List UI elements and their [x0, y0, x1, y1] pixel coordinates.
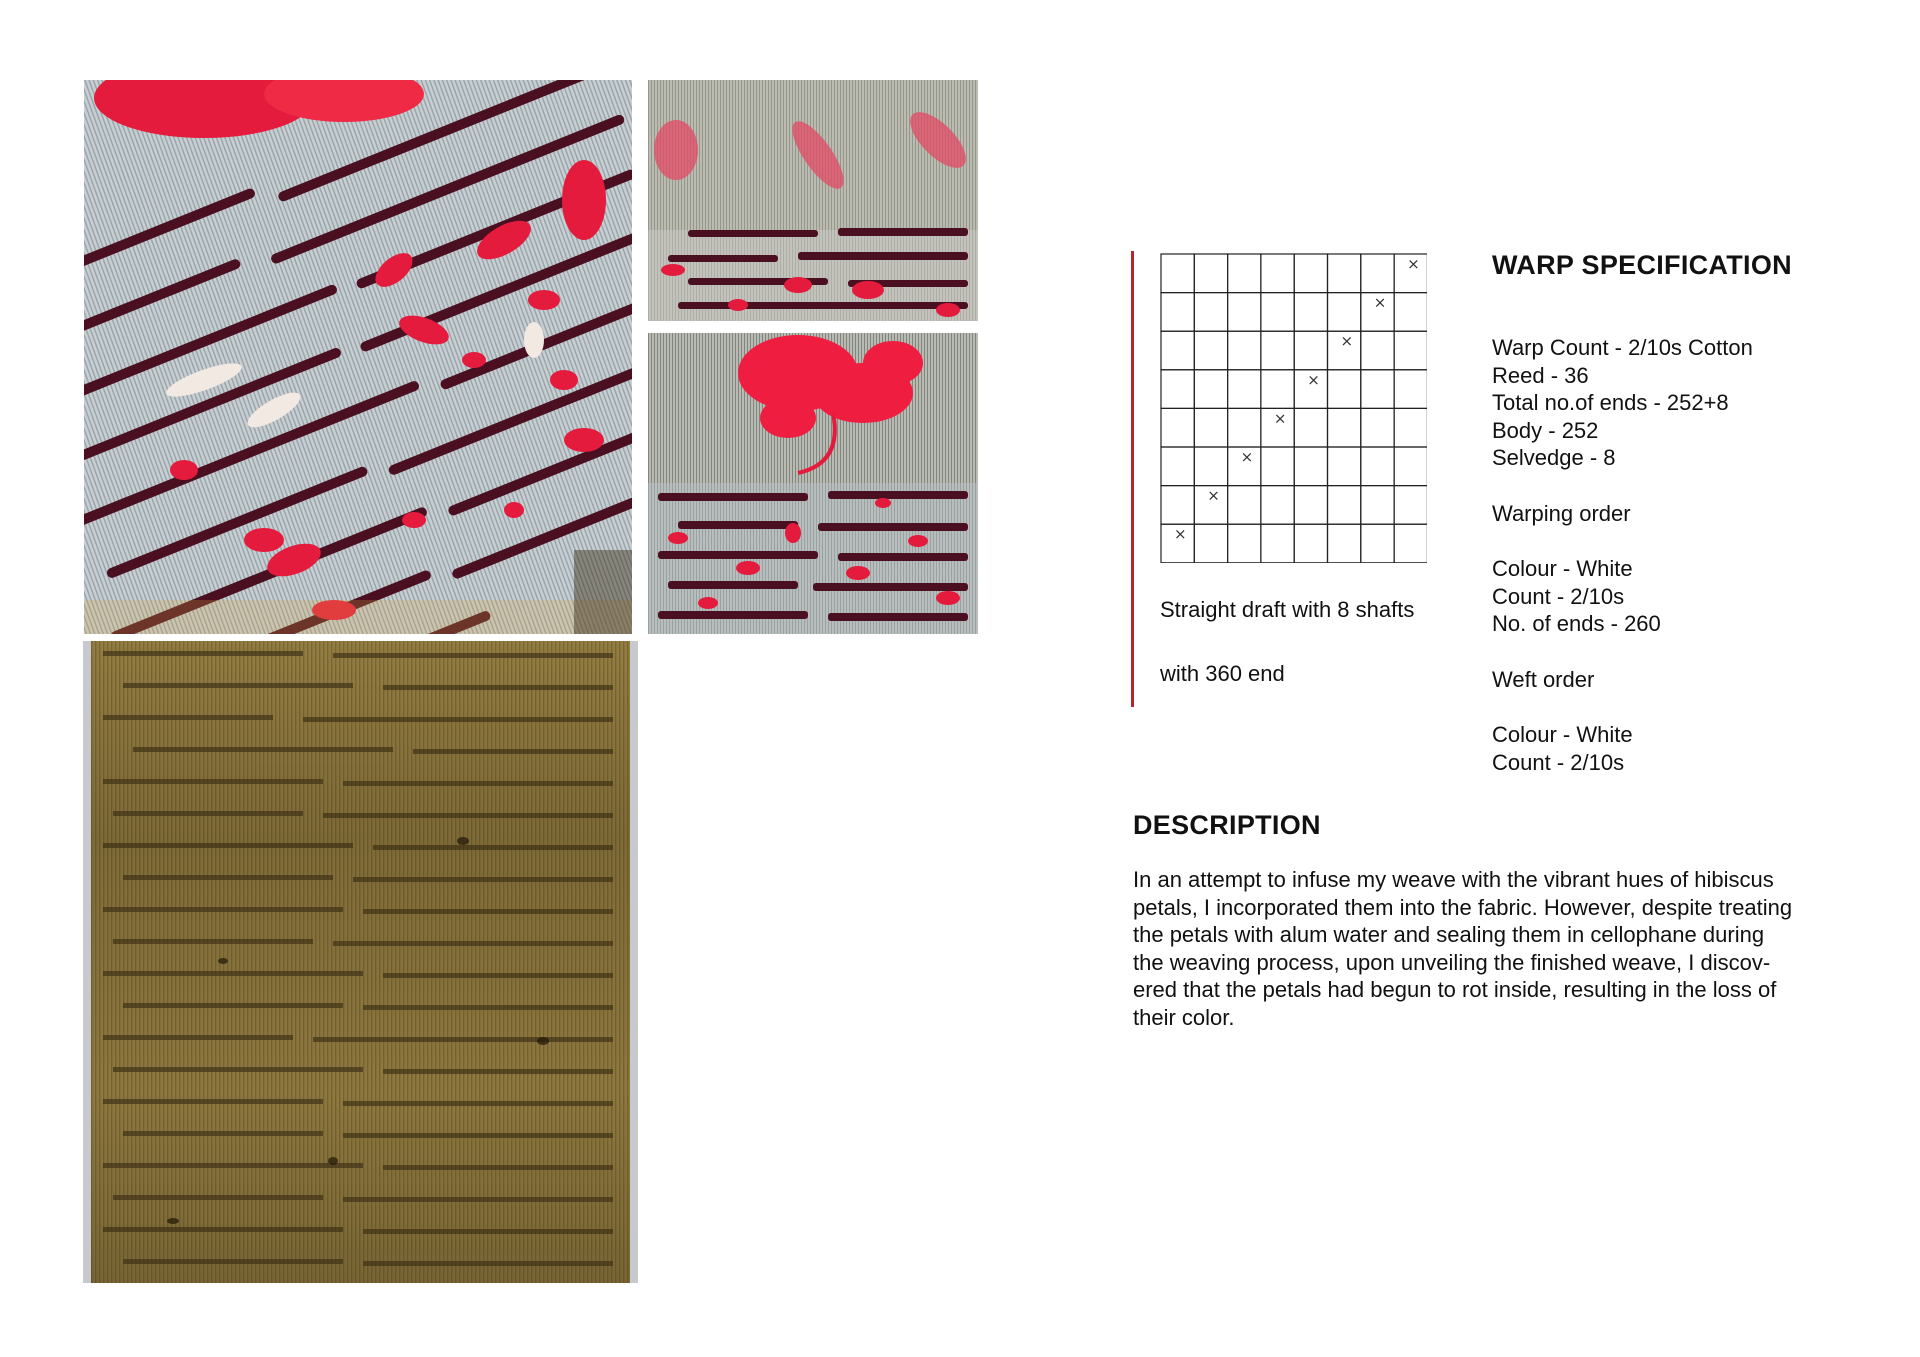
- draft-cell: [1394, 370, 1427, 409]
- draft-cell: [1194, 331, 1227, 370]
- draft-cell: [1294, 408, 1327, 447]
- draft-cell: [1361, 486, 1394, 525]
- draft-cell: [1261, 331, 1294, 370]
- draft-cell: [1161, 331, 1194, 370]
- draft-cell: [1361, 447, 1394, 486]
- description-heading: DESCRIPTION: [1133, 810, 1321, 840]
- draft-cell: [1161, 408, 1194, 447]
- draft-cell: [1361, 370, 1394, 409]
- loom-top-image: [648, 80, 978, 321]
- draft-mark: ×: [1307, 370, 1320, 389]
- weave-closeup-image: [84, 80, 632, 634]
- description-text: [1133, 866, 1853, 1031]
- draft-cell: [1394, 408, 1427, 447]
- draft-cell: [1228, 524, 1261, 563]
- draft-cell: [1294, 447, 1327, 486]
- draft-grid: [1161, 254, 1427, 563]
- draft-mark: ×: [1207, 486, 1220, 505]
- draft-cell: [1161, 254, 1194, 293]
- draft-cell: [1261, 370, 1294, 409]
- loom-flower-image: [648, 333, 978, 634]
- loom-flower-photo: [648, 333, 978, 634]
- draft-cell: [1194, 447, 1227, 486]
- draft-cell: [1294, 331, 1327, 370]
- accent-divider: [1131, 251, 1134, 707]
- reed: Reed - 36: [1492, 362, 1589, 388]
- draft-cell: [1194, 293, 1227, 332]
- draft-cell: [1228, 370, 1261, 409]
- warp-spec-heading: WARP SPECIFICATION: [1492, 250, 1792, 280]
- total-ends: Total no.of ends - 252+8: [1492, 390, 1729, 415]
- draft-cell: [1194, 254, 1227, 293]
- warping-order-list: [1492, 555, 1661, 638]
- warping-count: Count - 2/10s: [1492, 583, 1625, 609]
- draft-cell: [1161, 486, 1194, 525]
- draft-cell: [1394, 486, 1427, 525]
- draft-cell: [1261, 254, 1294, 293]
- body-ends: Body - 252: [1492, 417, 1599, 443]
- weave-closeup-photo: [84, 80, 632, 634]
- warp-count: Warp Count - 2/10s Cotton: [1492, 335, 1753, 360]
- draft-cell: [1361, 254, 1394, 293]
- draft-cell: [1194, 370, 1227, 409]
- draft-cell: [1261, 486, 1294, 525]
- draft-cell: [1294, 486, 1327, 525]
- draft-cell: [1161, 293, 1194, 332]
- description-line: ered that the petals had begun to rot inside, resulting in the loss of: [1133, 977, 1777, 1002]
- draft-mark: ×: [1240, 448, 1254, 466]
- draft-cell: [1261, 293, 1294, 332]
- draft-cell: [1294, 524, 1327, 563]
- draft-diagram: [1159, 252, 1427, 563]
- draft-mark: ×: [1340, 332, 1354, 351]
- draft-cell: [1361, 524, 1394, 563]
- warping-colour: Colour - White: [1492, 556, 1633, 581]
- description-line: the petals with alum water and sealing them in cellophane during: [1133, 922, 1765, 947]
- draft-cell: [1261, 447, 1294, 486]
- draft-cell: [1328, 293, 1361, 332]
- draft-cell: [1161, 370, 1194, 409]
- draft-cell: [1394, 331, 1427, 370]
- draft-cell: [1161, 447, 1194, 486]
- draft-mark: ×: [1407, 255, 1420, 273]
- draft-mark: ×: [1174, 525, 1187, 544]
- draft-cell: [1228, 293, 1261, 332]
- finished-weave-image: [83, 641, 638, 1283]
- draft-mark: ×: [1373, 293, 1387, 312]
- draft-cell: [1361, 331, 1394, 370]
- draft-cell: [1328, 254, 1361, 293]
- draft-cell: [1261, 524, 1294, 563]
- description-line: petals, I incorporated them into the fabric. However, despite treating: [1133, 894, 1793, 920]
- draft-cell: [1294, 254, 1327, 293]
- draft-cell: [1194, 524, 1227, 563]
- draft-cell: [1394, 447, 1427, 486]
- loom-top-photo: [648, 80, 978, 321]
- draft-cell: [1328, 408, 1361, 447]
- draft-cell: [1328, 447, 1361, 486]
- draft-marks: [1174, 255, 1420, 543]
- draft-cell: [1228, 486, 1261, 525]
- draft-cell: [1328, 486, 1361, 525]
- weft-order-list: [1492, 721, 1633, 776]
- draft-cell: [1194, 408, 1227, 447]
- draft-cell: [1328, 524, 1361, 563]
- draft-cell: [1228, 254, 1261, 293]
- draft-cell: [1394, 524, 1427, 563]
- draft-cell: [1361, 408, 1394, 447]
- draft-cell: [1228, 408, 1261, 447]
- selvedge-ends: Selvedge - 8: [1492, 445, 1616, 470]
- warping-order-label: Warping order: [1492, 501, 1631, 526]
- weft-colour: Colour - White: [1492, 722, 1633, 747]
- draft-cell: [1328, 370, 1361, 409]
- draft-mark: ×: [1273, 409, 1287, 428]
- draft-caption: Straight draft with 8 shafts: [1160, 597, 1415, 622]
- warping-ends: No. of ends - 260: [1492, 611, 1661, 636]
- draft-cell: [1228, 331, 1261, 370]
- warp-spec-list: [1492, 334, 1753, 472]
- draft-caption-ends: with 360 end: [1160, 661, 1285, 686]
- draft-cell: [1294, 293, 1327, 332]
- weft-order-label: Weft order: [1492, 667, 1595, 692]
- description-line: In an attempt to infuse my weave with the vibrant hues of hibiscus: [1133, 867, 1774, 892]
- description-line: their color.: [1133, 1004, 1235, 1030]
- weft-count: Count - 2/10s: [1492, 749, 1625, 775]
- draft-cell: [1394, 293, 1427, 332]
- finished-weave-photo: [83, 641, 638, 1283]
- description-line: the weaving process, upon unveiling the finished weave, I discov-: [1133, 949, 1771, 975]
